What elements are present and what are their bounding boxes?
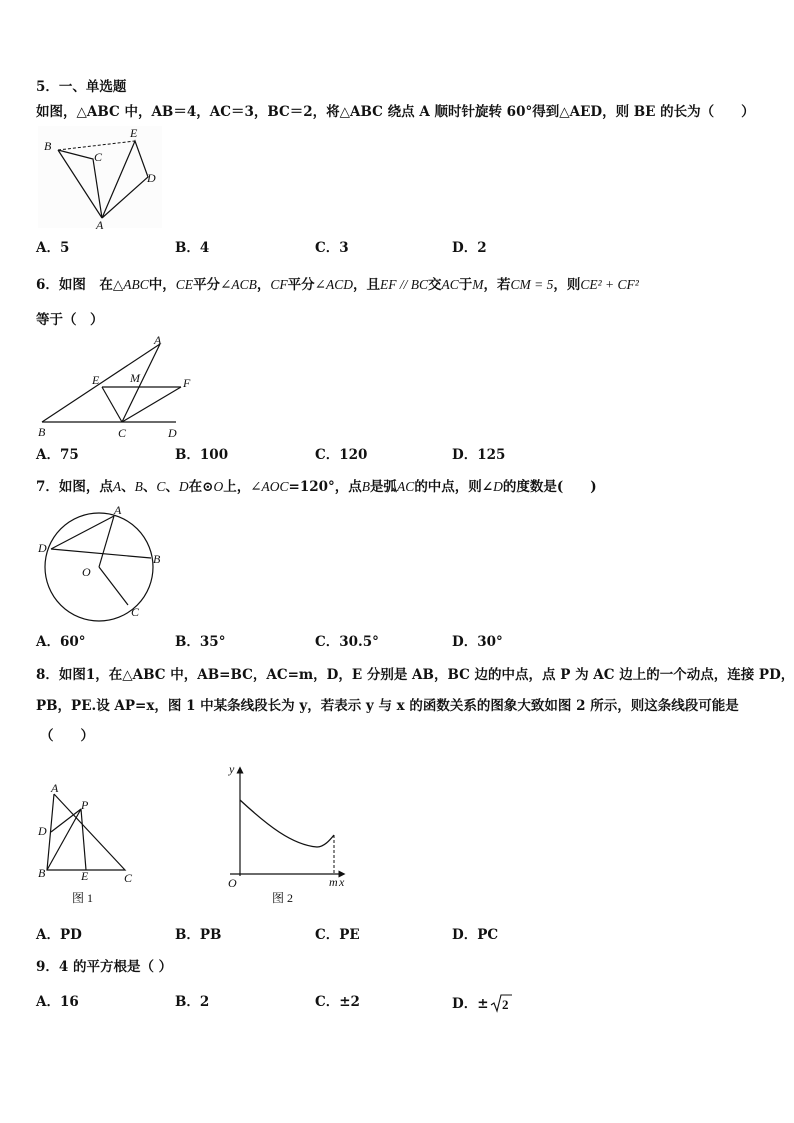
q9-option-c: C．±2 [315, 994, 360, 1010]
q9-radicand: 2 [501, 997, 509, 1012]
q7-option-a: A．60° [36, 634, 86, 650]
q9-option-a: A．16 [36, 994, 79, 1010]
q8-fig1-label-d: D [38, 824, 47, 838]
q9-option-d-label: D．± [452, 996, 489, 1012]
q8-fig1-label-p: P [81, 798, 89, 812]
section-heading: 5．一、单选题 [36, 79, 127, 95]
q8-fig1-label-c: C [124, 871, 133, 885]
q6-label-c: C [118, 426, 127, 440]
q7-label-o: O [82, 565, 91, 579]
q8-option-b: B．PB [175, 927, 222, 943]
q6-label-m: M [130, 371, 140, 385]
q8-option-a: A．PD [36, 927, 82, 943]
q5-label-a: A [96, 218, 104, 230]
q6-option-a: A．75 [36, 447, 79, 463]
q8-fig2-label-o: O [228, 876, 237, 890]
q8-fig2-label-m: m [329, 875, 338, 889]
q5-stem: 如图，△ABC 中，AB＝4，AC＝3，BC＝2，将△ABC 绕点 A 顺时针旋转 60°得到△AED，则 BE 的长为（ ） [36, 104, 755, 120]
q6-option-b: B．100 [175, 447, 229, 463]
q8-fig2-label-y: y [229, 762, 235, 776]
q7-label-a: A [114, 503, 122, 517]
q8-stem-line3: （ ） [40, 728, 94, 744]
q5-label-c: C [94, 150, 103, 164]
q6-figure [36, 334, 196, 440]
q8-fig1-label-e: E [81, 869, 89, 883]
q7-option-d: D．30° [452, 634, 503, 650]
q6-option-c: C．120 [315, 447, 368, 463]
q7-option-c: C．30.5° [315, 634, 379, 650]
q7-label-d: D [38, 541, 47, 555]
q5-option-d: D．2 [452, 240, 487, 256]
q6-stem-line2: 等于（ ） [36, 312, 104, 328]
q9-option-b: B．2 [175, 994, 210, 1010]
q8-stem-line2: PB，PE.设 AP=x，图 1 中某条线段长为 y，若表示 y 与 x 的函数关系的图象大致如图 2 所示，则这条线段可能是 [36, 698, 739, 714]
q6-stem-part: 6．如图 在 [36, 277, 113, 293]
q8-fig2-label-x: x [339, 875, 345, 889]
q8-option-d: D．PC [452, 927, 499, 943]
q7-option-b: B．35° [175, 634, 226, 650]
q7-stem: 7．如图，点A、B、C、D在⊙O上，∠AOC=120°，点B是弧AC的中点，则∠D的度数是( ) [36, 479, 597, 495]
q8-fig1-label-a: A [51, 781, 59, 795]
q8-fig2-caption: 图 2 [272, 891, 294, 905]
q6-stem: 6．如图 在△ABC中，CE平分∠ACB，CF平分∠ACD，且EF // BC交AC于M，若CM = 5，则CE² + CF² [36, 277, 639, 293]
q8-option-c: C．PE [315, 927, 360, 943]
q5-label-e: E [130, 126, 138, 140]
q6-label-f: F [183, 376, 191, 390]
q8-figure-2 [222, 760, 352, 908]
q6-label-e: E [92, 373, 100, 387]
q8-figure-1 [36, 778, 144, 906]
q6-label-b: B [38, 425, 46, 439]
q7-label-c: C [131, 605, 140, 619]
q6-label-d: D [168, 426, 177, 440]
q8-fig1-label-b: B [38, 866, 46, 880]
q6-label-a: A [154, 334, 162, 347]
q5-option-a: A．5 [36, 240, 70, 256]
q9-stem: 9．4 的平方根是（ ） [36, 959, 173, 975]
q5-option-b: B．4 [175, 240, 210, 256]
q7-label-b: B [153, 552, 161, 566]
q5-figure [36, 124, 164, 230]
q7-figure [36, 502, 166, 626]
sqrt-symbol [490, 993, 512, 1013]
q6-option-d: D．125 [452, 447, 506, 463]
q8-fig1-caption: 图 1 [72, 891, 94, 905]
q9-option-d [452, 993, 512, 1013]
q5-label-d: D [147, 171, 156, 185]
q5-option-c: C．3 [315, 240, 349, 256]
q8-stem-line1: 8．如图1，在△ABC 中，AB=BC，AC=m，D，E 分别是 AB，BC 边的中点，点 P 为 AC 边上的一个动点，连接 PD， [36, 667, 794, 683]
q5-label-b: B [44, 139, 52, 153]
